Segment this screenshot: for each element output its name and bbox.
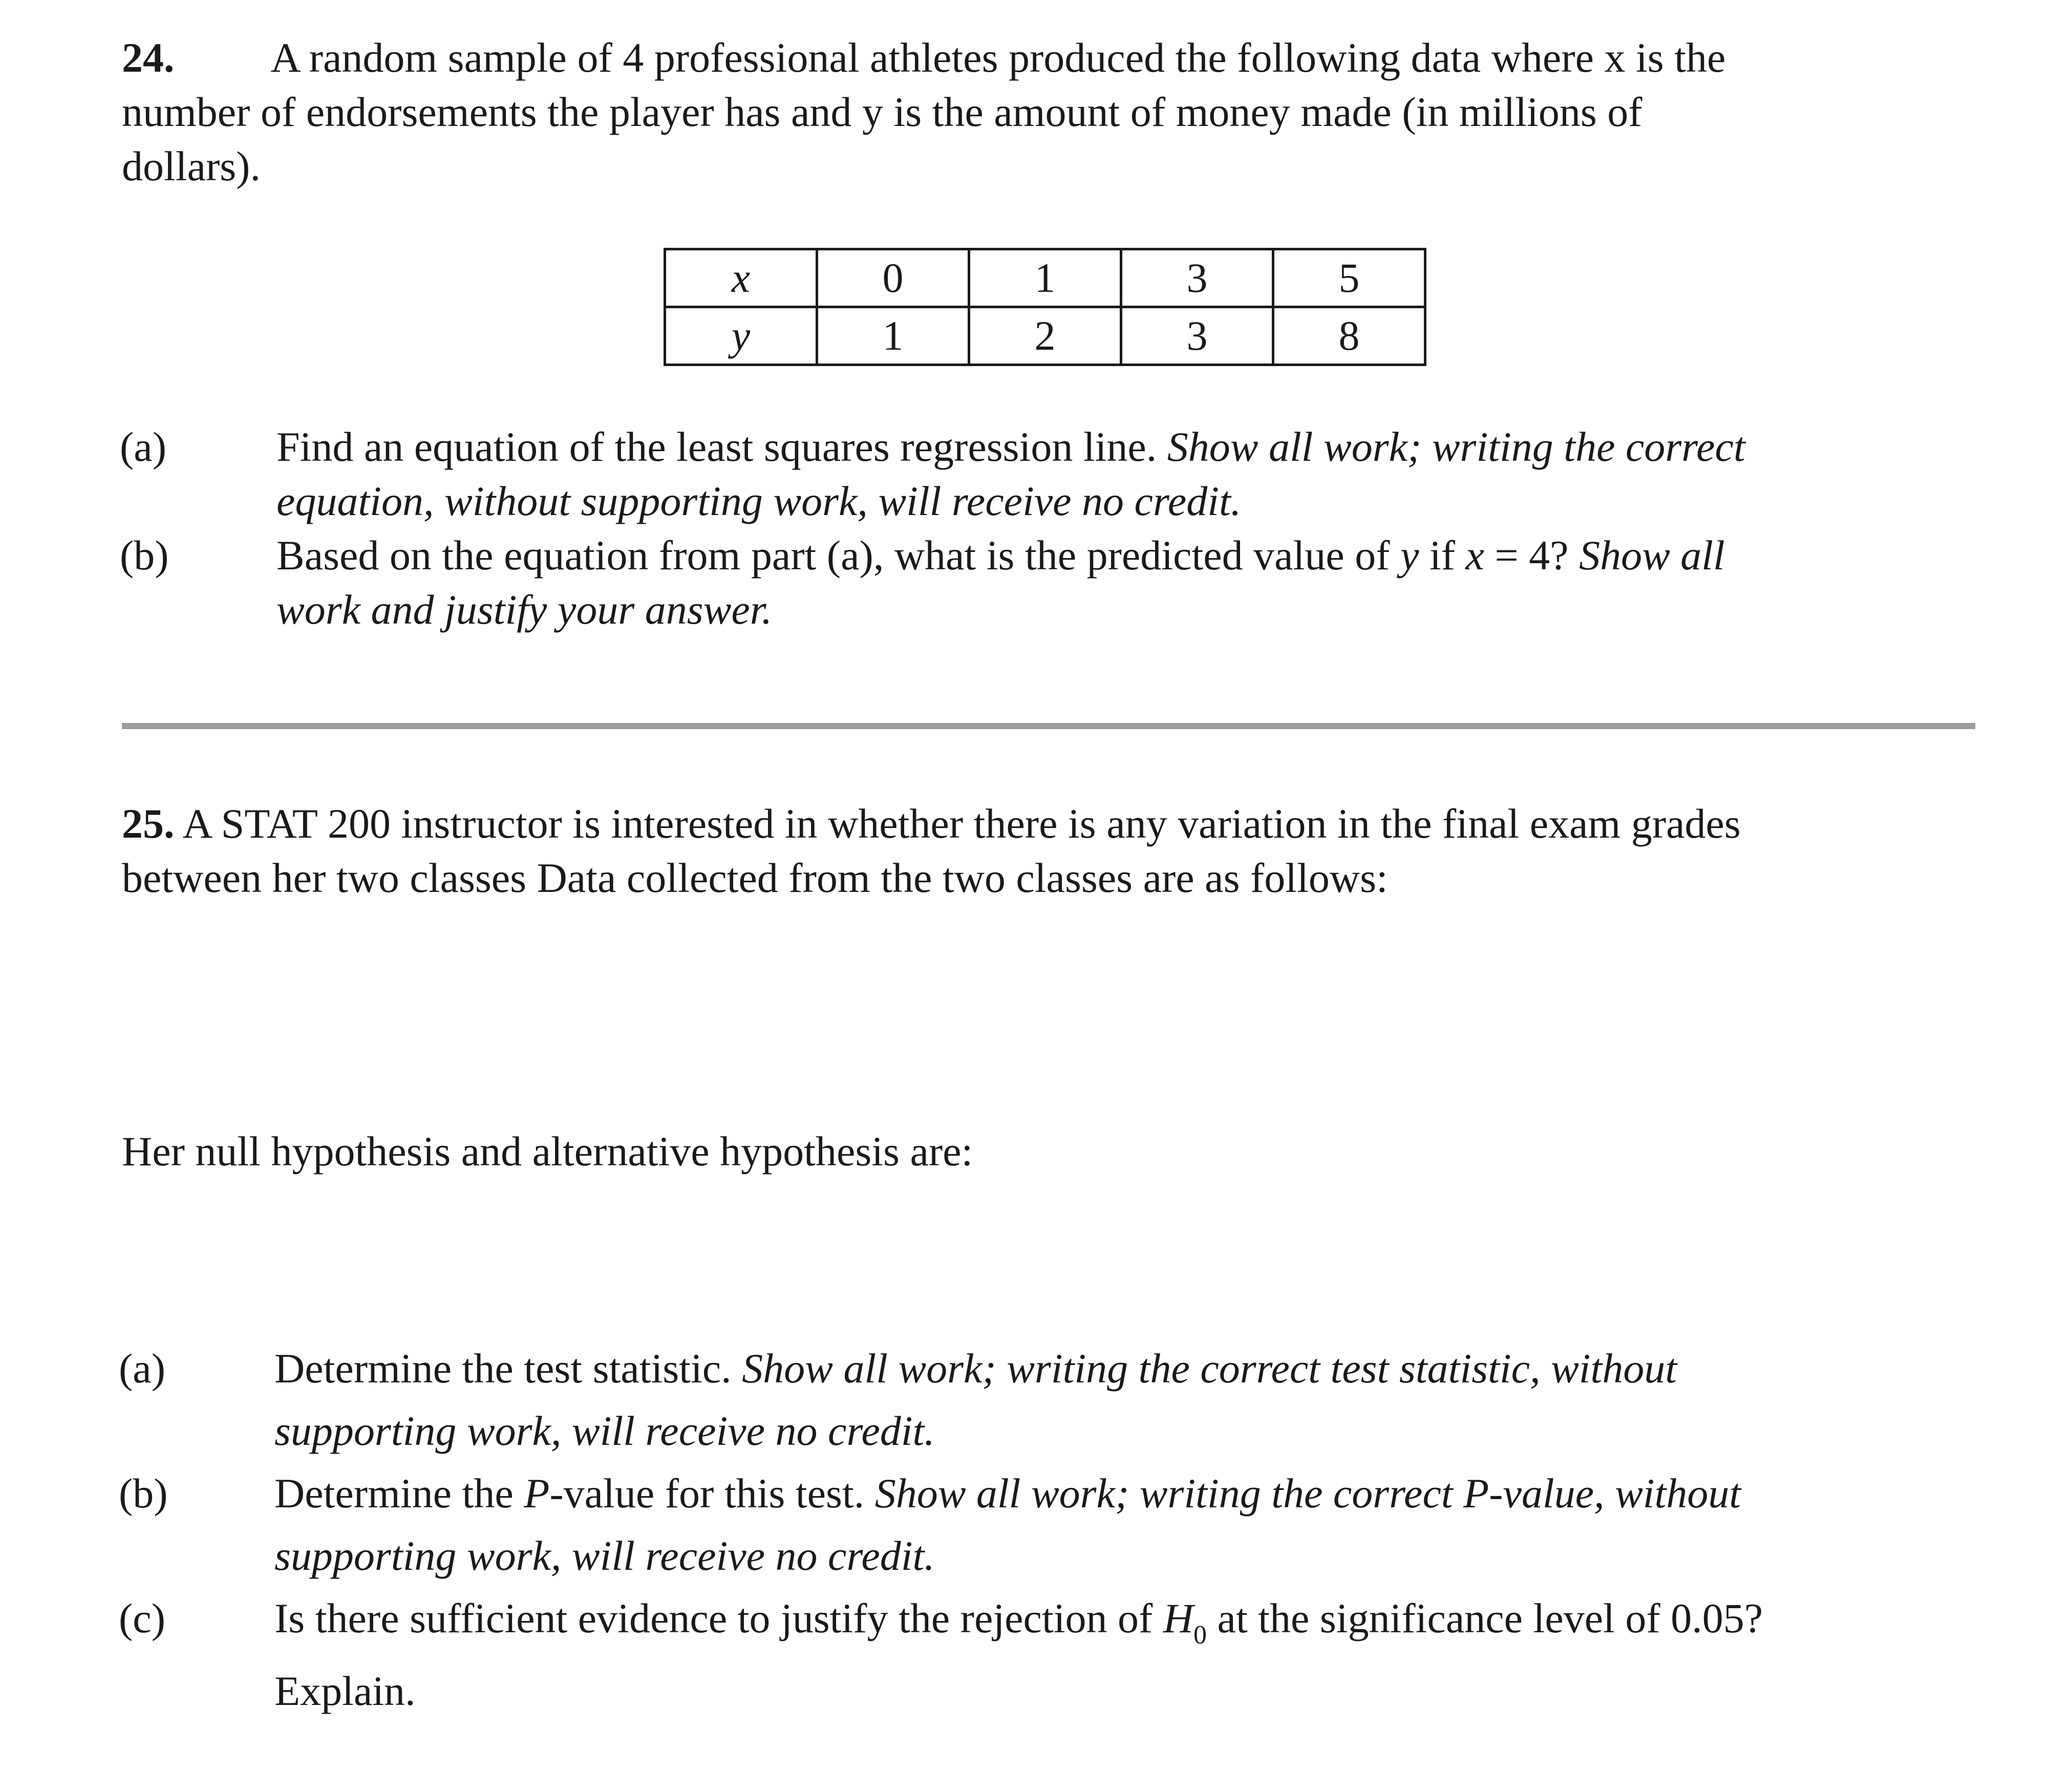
- q25-part-b-line-2: supporting work, will receive no credit.: [274, 1532, 935, 1579]
- q24-part-b-line-1: [276, 528, 1725, 583]
- q25-part-c-text-b: at the significance level of 0.05?: [1207, 1595, 1763, 1641]
- q24-data-table: [664, 248, 1426, 366]
- table-row-x: [665, 249, 1425, 307]
- q25-part-c-text-a: Is there sufficient evidence to justify the rejection of: [274, 1595, 1163, 1641]
- q25-part-b-label: (b): [119, 1470, 168, 1517]
- x-value-cell: 3: [1121, 249, 1273, 307]
- q25-part-a-instruction: Show all work; writing the correct test statistic, without: [742, 1345, 1677, 1392]
- q25-part-c-label: (c): [119, 1595, 166, 1641]
- section-divider: [122, 723, 1975, 729]
- q24-intro-line-2: number of endorsements the player has and y is the amount of money made (in millions of: [122, 89, 1642, 135]
- q25-part-a-label: (a): [119, 1345, 166, 1392]
- q24-intro-text-1: A random sample of 4 professional athletes produced the following data where x is the: [270, 34, 1726, 81]
- q25-intro-line-1: [122, 797, 1741, 851]
- q24-number: 24.: [122, 34, 175, 81]
- q25-part-b-text-a: Determine the: [274, 1470, 524, 1517]
- q24-part-b-instruction: Show all: [1579, 532, 1725, 579]
- q24-part-a-line-1: [276, 420, 1745, 474]
- table-row-y: [665, 307, 1425, 365]
- q25-part-a-text: Determine the test statistic.: [274, 1345, 742, 1392]
- q25-part-a-line-2: supporting work, will receive no credit.: [274, 1407, 935, 1454]
- y-value-cell: 1: [817, 307, 969, 365]
- q24-part-a-text: Find an equation of the least squares regression line.: [276, 423, 1167, 470]
- q24-part-a-instruction: Show all work; writing the correct: [1167, 423, 1745, 470]
- q25-intro-text-1: A STAT 200 instructor is interested in whether there is any variation in the final exam grades: [174, 800, 1741, 847]
- x-value-cell: 5: [1273, 249, 1425, 307]
- q25-part-a-line-1: [274, 1341, 1677, 1396]
- q24-part-b-var-x: x: [1465, 532, 1484, 579]
- x-value-cell: 0: [817, 249, 969, 307]
- q25-hypothesis-line: Her null hypothesis and alternative hypothesis are:: [122, 1128, 973, 1175]
- q24-part-b-text-b: if: [1419, 532, 1466, 579]
- q25-part-c-line-2: Explain.: [274, 1668, 416, 1714]
- q24-part-b-var-y: y: [1400, 532, 1419, 579]
- q25-intro-line-2: between her two classes Data collected from the two classes are as follows:: [122, 855, 1388, 901]
- h0-symbol: H: [1163, 1595, 1194, 1641]
- q25-part-b-text-b: -value for this test.: [549, 1470, 875, 1517]
- row-label-x: x: [665, 249, 817, 307]
- q25-part-b-p: P: [524, 1470, 550, 1517]
- x-value-cell: 1: [969, 249, 1121, 307]
- q25-part-c-line-1: [274, 1591, 1763, 1651]
- q25-number: 25.: [122, 800, 175, 847]
- q24-part-a-label: (a): [120, 423, 167, 470]
- q24-intro-line-3: dollars).: [122, 143, 261, 189]
- row-label-y: y: [665, 307, 817, 365]
- q24-part-b-text-a: Based on the equation from part (a), what is the predicted value of: [276, 532, 1401, 579]
- y-value-cell: 2: [969, 307, 1121, 365]
- q24-part-b-label: (b): [120, 532, 169, 579]
- q24-intro-line-1: [122, 31, 1725, 85]
- q25-part-b-instruction: Show all work; writing the correct P-value, without: [874, 1470, 1741, 1517]
- q25-part-b-line-1: [274, 1466, 1741, 1521]
- y-value-cell: 3: [1121, 307, 1273, 365]
- q24-part-a-line-2: equation, without supporting work, will receive no credit.: [276, 478, 1242, 524]
- y-value-cell: 8: [1273, 307, 1425, 365]
- h0-subscript: 0: [1193, 1620, 1207, 1650]
- q24-part-b-line-2: work and justify your answer.: [276, 586, 773, 633]
- q24-part-b-text-c: = 4?: [1484, 532, 1580, 579]
